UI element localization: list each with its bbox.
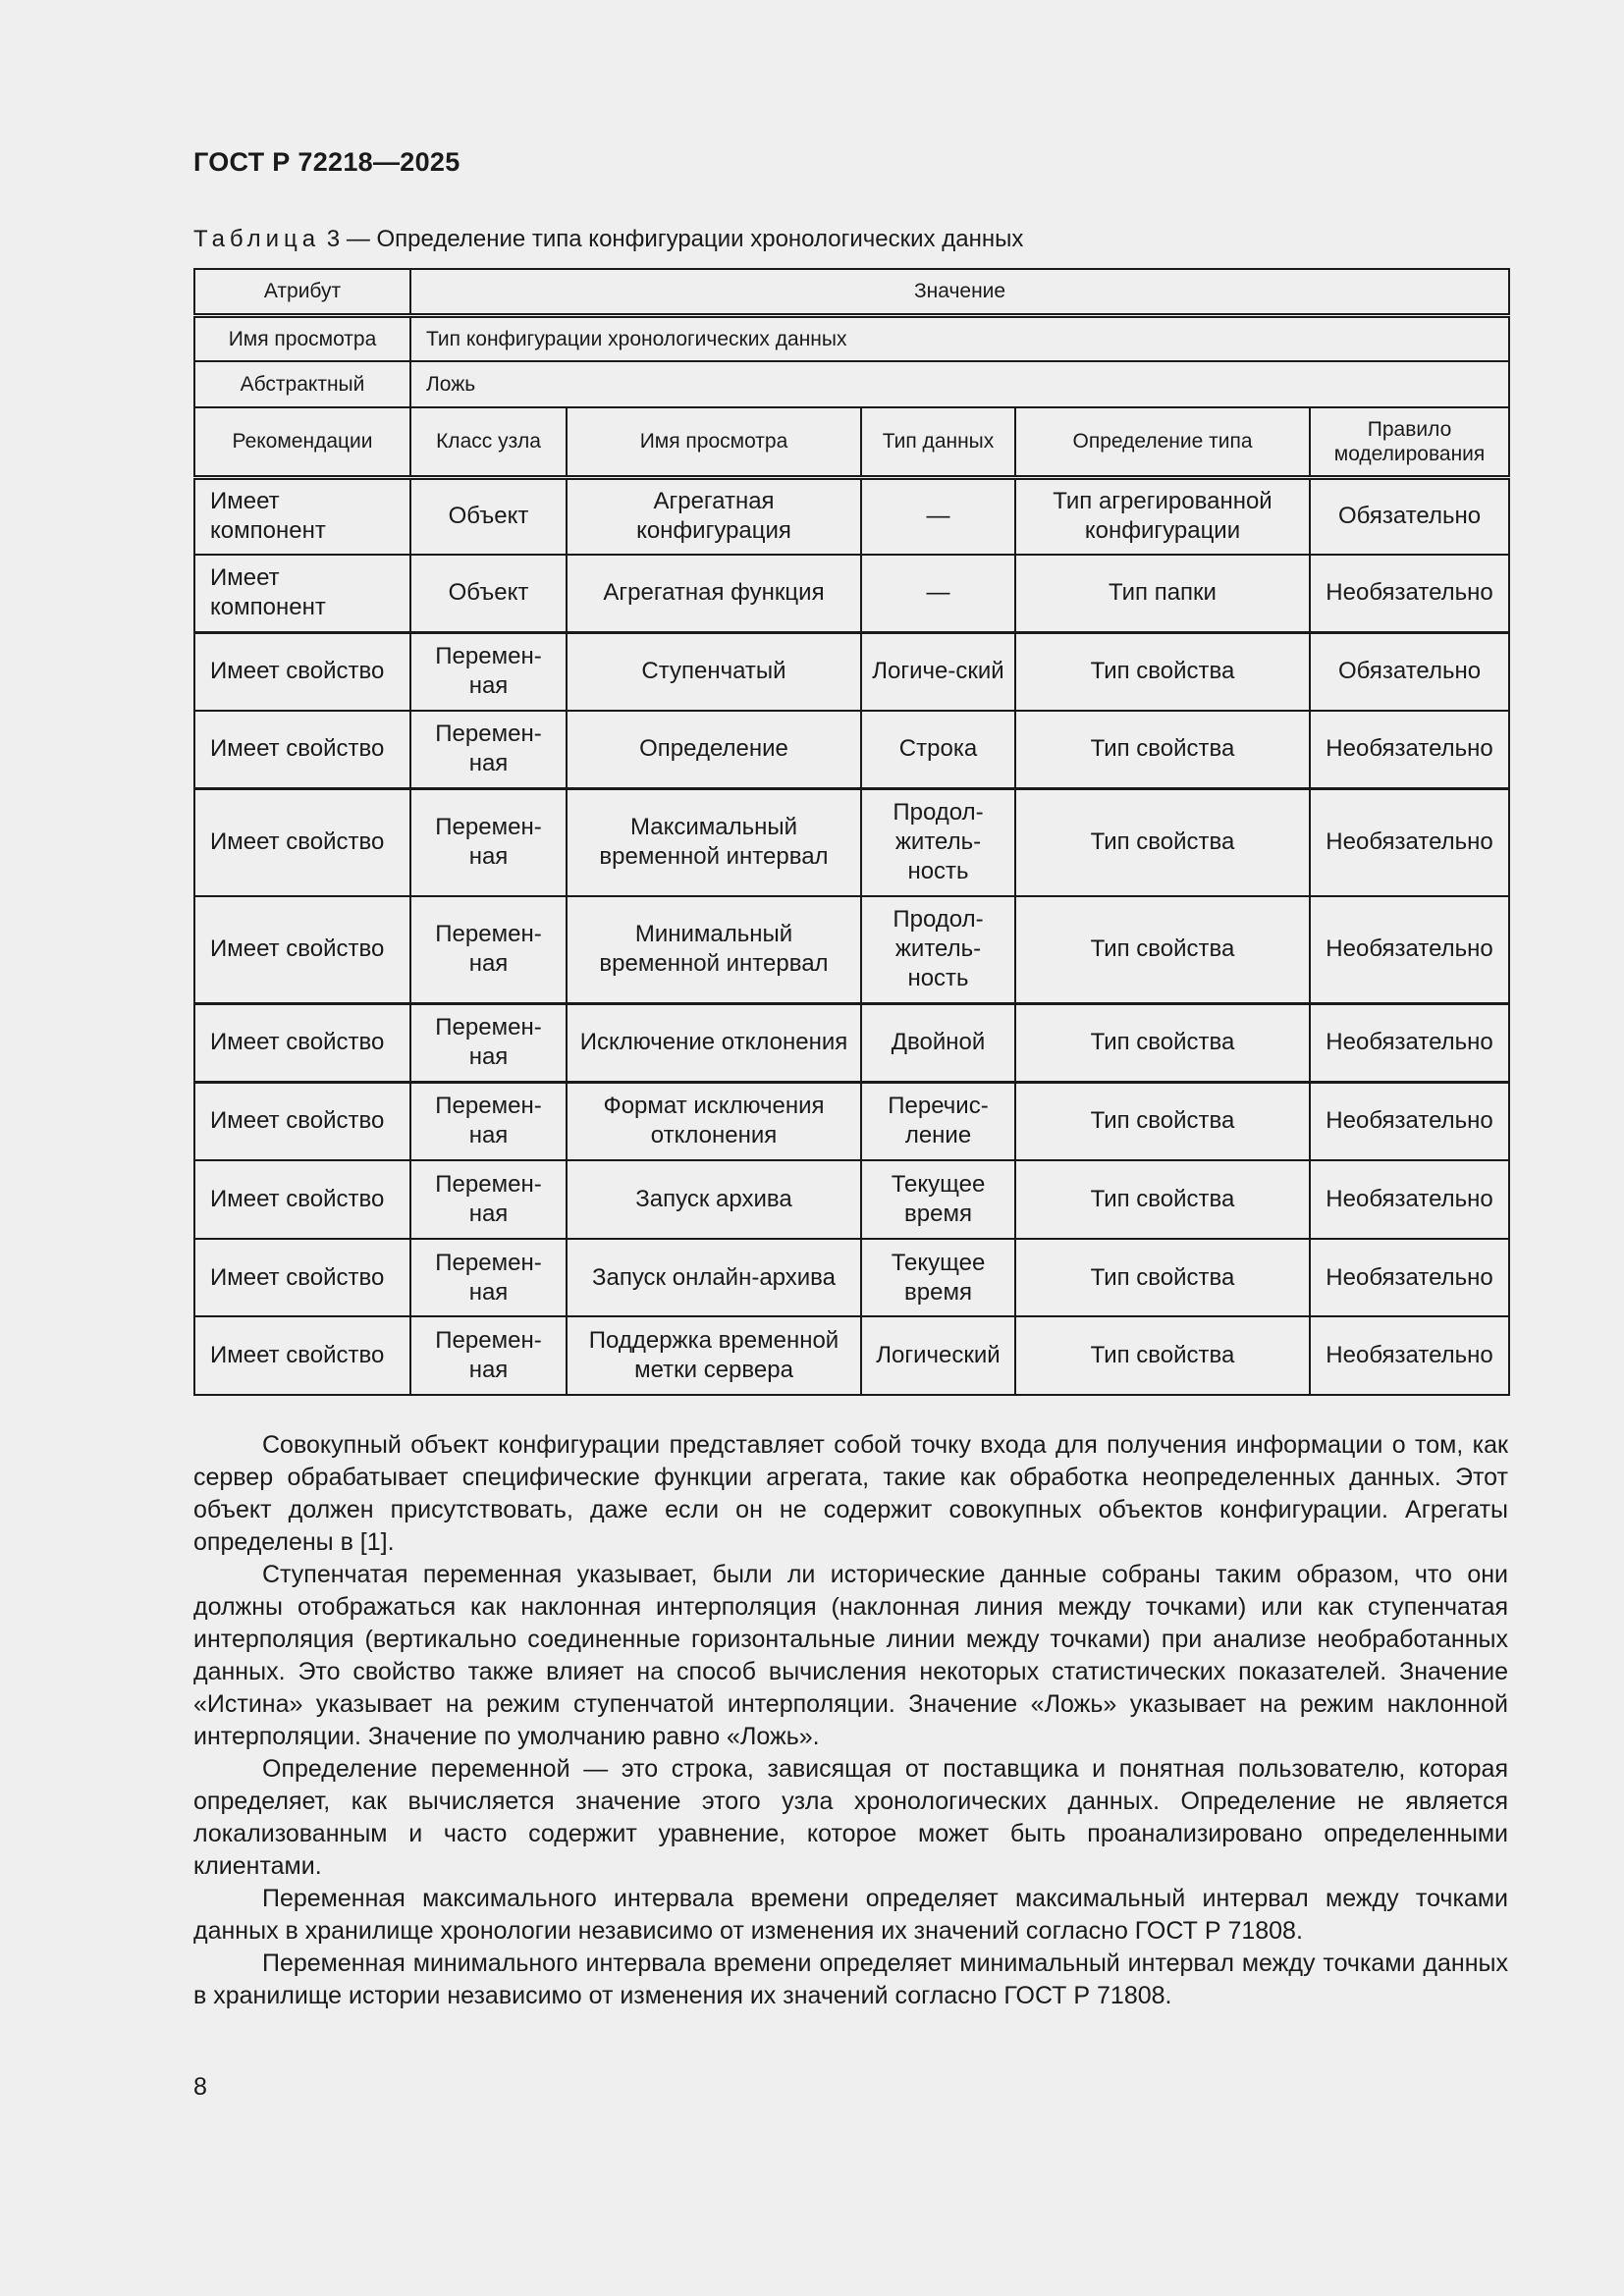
table-cell: Тип свойства	[1015, 1316, 1310, 1395]
paragraph: Переменная минимального интервала времени определяет минимальный интервал между точками данных в хранилище истории независимо от изменения их значений согласно ГОСТ Р 71808.	[193, 1949, 1508, 2009]
table-row	[194, 361, 1509, 407]
table-row	[194, 896, 1509, 1003]
table-cell: Логический	[861, 1316, 1015, 1395]
column-header-row	[194, 407, 1509, 477]
table-cell: Тип свойства	[1015, 788, 1310, 896]
table-body	[194, 269, 1509, 1395]
table-cell: Текущее время	[861, 1160, 1015, 1239]
table-row	[194, 315, 1509, 361]
table-row	[194, 1160, 1509, 1239]
table-cell: Имеет свойство	[194, 1160, 410, 1239]
table-cell: Имеет свойство	[194, 632, 410, 711]
table-cell: Тип свойства	[1015, 632, 1310, 711]
table-cell: Перемен-ная	[410, 1082, 567, 1160]
table-cell: Исключение отклонения	[567, 1003, 861, 1082]
body-text	[193, 1429, 1508, 2012]
table-container	[193, 268, 1508, 1396]
table-cell: Обязательно	[1310, 477, 1509, 555]
table-cell: Агрегатная функция	[567, 555, 861, 632]
table-caption	[193, 226, 1023, 253]
meta-value-cell: Значение	[410, 269, 1509, 315]
table-cell: Имеет компонент	[194, 555, 410, 632]
table-cell: Имеет свойство	[194, 1316, 410, 1395]
document-header	[193, 147, 460, 178]
meta-label-cell: Абстрактный	[194, 361, 410, 407]
meta-label-cell: Имя просмотра	[194, 315, 410, 361]
table-row	[194, 477, 1509, 555]
table-cell: Имеет свойство	[194, 788, 410, 896]
meta-value-cell: Ложь	[410, 361, 1509, 407]
table-cell: Имеет свойство	[194, 1003, 410, 1082]
page-number: 8	[193, 2073, 207, 2101]
table-row	[194, 555, 1509, 632]
table-cell: Текущее время	[861, 1239, 1015, 1316]
table-cell: Необязательно	[1310, 896, 1509, 1003]
table-cell: Поддержка временной метки сервера	[567, 1316, 861, 1395]
table-cell: Необязательно	[1310, 555, 1509, 632]
table-cell: Перемен-ная	[410, 1003, 567, 1082]
caption-number: 3	[326, 226, 341, 252]
table-cell: Перемен-ная	[410, 1160, 567, 1239]
table-cell: Необязательно	[1310, 711, 1509, 788]
table-cell: Необязательно	[1310, 1239, 1509, 1316]
table-cell: Перемен-ная	[410, 1239, 567, 1316]
table-cell: Строка	[861, 711, 1015, 788]
table-cell: Продол-житель-ность	[861, 788, 1015, 896]
table-cell: Формат исключения отклонения	[567, 1082, 861, 1160]
table-cell: Тип свойства	[1015, 1003, 1310, 1082]
table-cell: Двойной	[861, 1003, 1015, 1082]
column-header: Правило моделирования	[1310, 407, 1509, 477]
meta-value-cell: Тип конфигурации хронологических данных	[410, 315, 1509, 361]
table-cell: Тип свойства	[1015, 1160, 1310, 1239]
column-header: Рекомендации	[194, 407, 410, 477]
table-cell: Необязательно	[1310, 1003, 1509, 1082]
table-cell: Логиче-ский	[861, 632, 1015, 711]
table-cell: Ступенчатый	[567, 632, 861, 711]
table-row	[194, 1082, 1509, 1160]
paragraph: Совокупный объект конфигурации представляет собой точку входа для получения информации о том, как сервер обрабатывает специфические функции агрегата, такие как обработка неопределенных данных. Этот объект должен присутствовать, даже если он не содержит совокупных объектов конфигурации. Агрегаты определены в [1].	[193, 1431, 1508, 1556]
table-row	[194, 788, 1509, 896]
caption-prefix: Таблица	[193, 226, 321, 252]
table-row	[194, 711, 1509, 788]
table-cell: Тип свойства	[1015, 1082, 1310, 1160]
table-cell: Имеет свойство	[194, 1239, 410, 1316]
table-cell: Необязательно	[1310, 1160, 1509, 1239]
table-cell: Перемен-ная	[410, 711, 567, 788]
table-cell: Перемен-ная	[410, 632, 567, 711]
table-row	[194, 632, 1509, 711]
table-cell: Определение	[567, 711, 861, 788]
table-row	[194, 1316, 1509, 1395]
table-cell: Необязательно	[1310, 788, 1509, 896]
table-row	[194, 269, 1509, 315]
column-header: Определение типа	[1015, 407, 1310, 477]
column-header: Тип данных	[861, 407, 1015, 477]
table-row	[194, 1003, 1509, 1082]
table-row	[194, 1239, 1509, 1316]
paragraph: Ступенчатая переменная указывает, были ли исторические данные собраны таким образом, что они должны отображаться как наклонная интерполяция (наклонная линия между точками) или как ступенчатая интерполяция (вертикально соединенные горизонтальные линии между точками) при анализе необработанных данных. Это свойство также влияет на способ вычисления некоторых статистических показателей. Значение «Истина» указывает на режим ступенчатой интерполяции. Значение «Ложь» указывает на режим наклонной интерполяции. Значение по умолчанию равно «Ложь».	[193, 1561, 1508, 1750]
table-cell: Необязательно	[1310, 1316, 1509, 1395]
table-cell: —	[861, 477, 1015, 555]
table-cell: Продол-житель-ность	[861, 896, 1015, 1003]
table-cell: Имеет свойство	[194, 896, 410, 1003]
table-cell: Агрегатная конфигурация	[567, 477, 861, 555]
table-cell: Тип свойства	[1015, 896, 1310, 1003]
table-cell: Обязательно	[1310, 632, 1509, 711]
table-cell: Имеет свойство	[194, 1082, 410, 1160]
document-id: ГОСТ Р 72218—2025	[193, 147, 460, 177]
table-cell: Запуск архива	[567, 1160, 861, 1239]
table-cell: Тип свойства	[1015, 711, 1310, 788]
table-cell: Тип агрегированной конфигурации	[1015, 477, 1310, 555]
column-header: Класс узла	[410, 407, 567, 477]
table-cell: Перемен-ная	[410, 788, 567, 896]
config-type-table	[193, 268, 1510, 1396]
table-cell: Объект	[410, 555, 567, 632]
table-cell: Тип свойства	[1015, 1239, 1310, 1316]
table-cell: Тип папки	[1015, 555, 1310, 632]
meta-label-cell: Атрибут	[194, 269, 410, 315]
table-cell: Имеет свойство	[194, 711, 410, 788]
table-cell: Необязательно	[1310, 1082, 1509, 1160]
caption-title: — Определение типа конфигурации хронологических данных	[346, 226, 1024, 252]
column-header: Имя просмотра	[567, 407, 861, 477]
paragraph: Переменная максимального интервала времени определяет максимальный интервал между точками данных в хранилище хронологии независимо от изменения их значений согласно ГОСТ Р 71808.	[193, 1885, 1508, 1945]
table-cell: Имеет компонент	[194, 477, 410, 555]
table-cell: Максимальный временной интервал	[567, 788, 861, 896]
table-cell: Перемен-ная	[410, 1316, 567, 1395]
table-cell: Перемен-ная	[410, 896, 567, 1003]
table-cell: Минимальный временной интервал	[567, 896, 861, 1003]
table-cell: Запуск онлайн-архива	[567, 1239, 861, 1316]
paragraph: Определение переменной — это строка, зависящая от поставщика и понятная пользователю, которая определяет, как вычисляется значение этого узла хронологических данных. Определение не является локализованным и часто содержит уравнение, которое может быть проанализировано определенными клиентами.	[193, 1755, 1508, 1880]
table-cell: Объект	[410, 477, 567, 555]
table-cell: —	[861, 555, 1015, 632]
table-cell: Перечис-ление	[861, 1082, 1015, 1160]
